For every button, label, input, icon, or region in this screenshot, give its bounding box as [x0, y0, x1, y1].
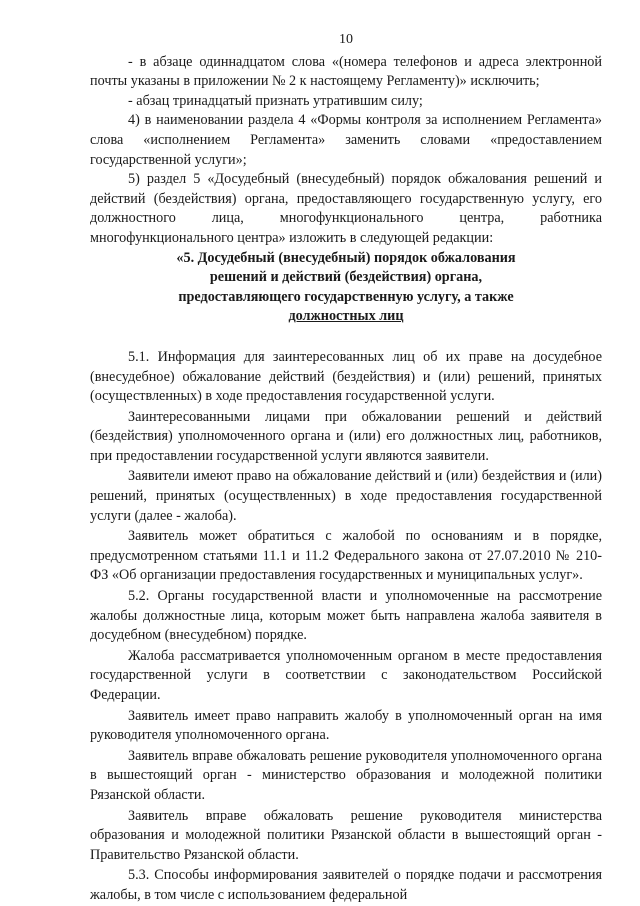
section-heading [90, 249, 602, 327]
paragraph-interested-persons: Заинтересованными лицами при обжаловании решений и действий (бездействия) уполномоченного органа и (или) его должностных лиц, работников, при предоставлении государственной услуги являются заявители. [90, 408, 602, 464]
page-number: 10 [339, 32, 353, 47]
paragraph-amendment-3: 4) в наименовании раздела 4 «Формы контроля за исполнением Регламента» слова «исполнением Регламента» заменить словами «предоставлением государственной услуги»; [90, 112, 602, 168]
paragraph-send-complaint: Заявитель имеет право направить жалобу в уполномоченный орган на имя руководителя уполномоченного органа. [90, 707, 602, 744]
paragraph-appeal-ministry: Заявитель вправе обжаловать решение руководителя уполномоченного органа в вышестоящий орган - министерство образования и молодежной политики Рязанской области. [90, 747, 602, 803]
paragraph-5-1: 5.1. Информация для заинтересованных лиц об их праве на досудебное (внесудебное) обжалование действий (бездействия) и (или) решений, принятых (осуществленных) в ходе предоставления государственной услуги. [90, 348, 602, 405]
paragraph-appeal-grounds: Заявитель может обратиться с жалобой по основаниям и в порядке, предусмотренном статьями 11.1 и 11.2 Федерального закона от 27.07.2010 № 210-ФЗ «Об организации предоставления государственных и муниципальных услуг». [90, 528, 602, 584]
paragraph-amendment-4: 5) раздел 5 «Досудебный (внесудебный) порядок обжалования решений и действий (бездействия) органа, предоставляющего государственную услугу, его должностного лица, многофункционального центра, работника многофункционального центра» изложить в следующей редакции: [90, 171, 602, 246]
section-heading-line-4: должностных лиц [288, 308, 404, 325]
paragraph-amendment-1: - в абзаце одиннадцатом слова «(номера телефонов и адреса электронной почты указаны в приложении № 2 к настоящему Регламенту)» исключить; [90, 53, 602, 90]
paragraph-5-3: 5.3. Способы информирования заявителей о порядке подачи и рассмотрения жалобы, в том числе с использованием федеральной [90, 867, 602, 903]
section-heading-line-3: предоставляющего государственную услугу, а также [178, 288, 514, 305]
paragraph-appeal-government: Заявитель вправе обжаловать решение руководителя министерства образования и молодежной политики Рязанской области в вышестоящий орган - Правительство Рязанской области. [90, 807, 602, 863]
section-heading-line-1: «5. Досудебный (внесудебный) порядок обжалования [176, 249, 516, 266]
paragraph-complaint-review: Жалоба рассматривается уполномоченным органом в месте предоставления государственной услуги в соответствии с законодательством Российской Федерации. [90, 647, 602, 703]
paragraph-appeal-right: Заявители имеют право на обжалование действий и (или) бездействия и (или) решений, принятых (осуществленных) в ходе предоставления государственной услуги (далее - жалоба). [90, 468, 602, 524]
section-heading-line-2: решений и действий (бездействия) органа, [209, 269, 483, 286]
paragraph-amendment-2: - абзац тринадцатый признать утратившим силу; [128, 92, 423, 109]
paragraph-5-2: 5.2. Органы государственной власти и уполномоченные на рассмотрение жалобы должностные лица, которым может быть направлена жалоба заявителя в досудебном (внесудебном) порядке. [90, 588, 602, 644]
